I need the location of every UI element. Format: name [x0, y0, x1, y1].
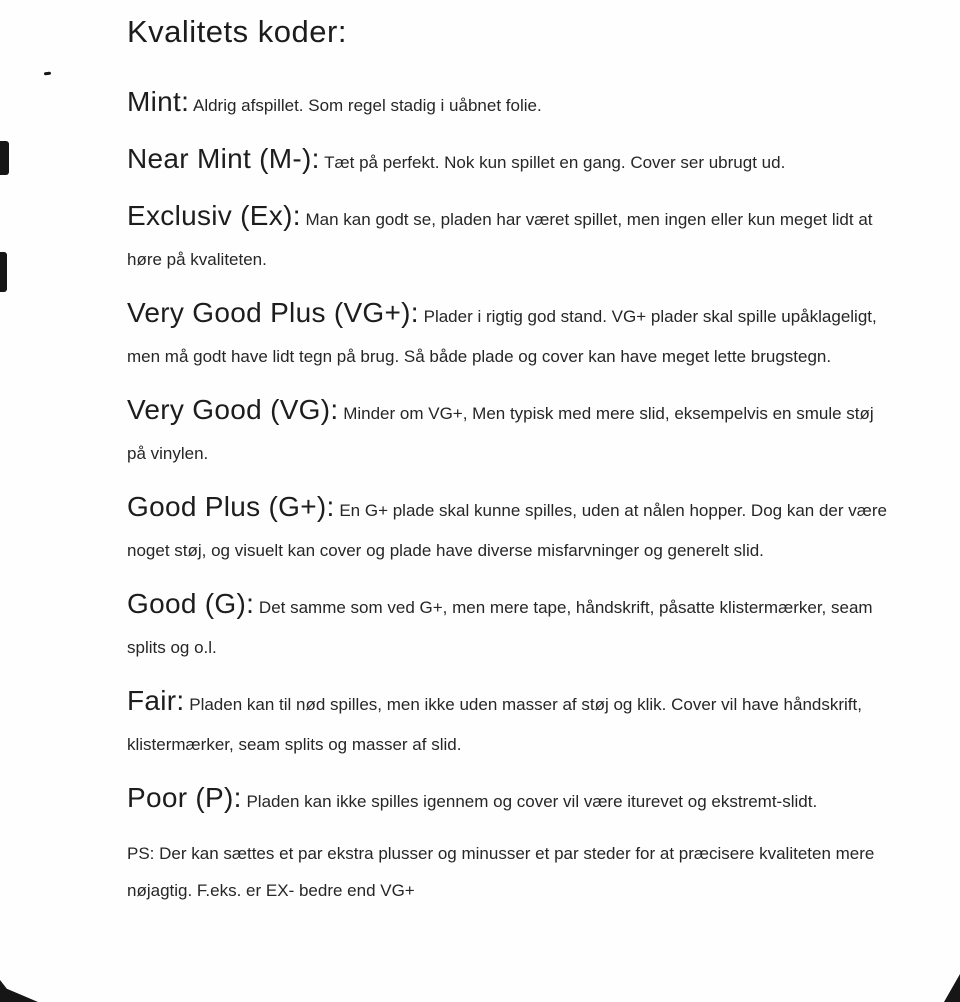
quality-definition: Aldrig afspillet. Som regel stadig i uåbnet folie.	[192, 96, 542, 115]
quality-term: Very Good Plus (VG+):	[127, 297, 419, 328]
quality-entry-mint	[127, 82, 897, 126]
quality-definition: En G+ plade skal kunne spilles, uden at nålen hopper. Dog kan der være noget støj, og visuelt kan cover og plade have diverse misfarvninger og generelt slid.	[127, 501, 887, 560]
quality-entry-near-mint	[127, 139, 897, 183]
quality-entry-exclusiv	[127, 196, 897, 280]
scan-artifact-bottom-right	[944, 974, 960, 1002]
quality-definition: Pladen kan til nød spilles, men ikke uden masser af støj og klik. Cover vil have håndskrift, klistermærker, seam splits og masser af slid.	[127, 695, 862, 754]
ps-note: PS: Der kan sættes et par ekstra plusser og minusser et par steder for at præcisere kvaliteten mere nøjagtig. F.eks. er EX- bedre end VG+	[127, 844, 875, 900]
scan-artifact-bottom-left	[0, 980, 38, 1002]
quality-definition: Minder om VG+, Men typisk med mere slid, eksempelvis en smule støj på vinylen.	[127, 404, 874, 463]
scan-artifact-left-edge-2	[0, 252, 7, 292]
quality-definition: Tæt på perfekt. Nok kun spillet en gang. Cover ser ubrugt ud.	[324, 153, 786, 172]
scan-artifact-dash	[44, 72, 51, 76]
quality-term: Exclusiv (Ex):	[127, 200, 301, 231]
quality-term: Poor (P):	[127, 782, 242, 813]
quality-entry-poor	[127, 778, 897, 822]
quality-entry-good-plus	[127, 487, 897, 571]
quality-definition: Plader i rigtig god stand. VG+ plader skal spille upåklageligt, men må godt have lidt tegn på brug. Så både plade og cover kan have meget lette brugstegn.	[127, 307, 877, 366]
quality-entry-very-good	[127, 390, 897, 474]
quality-entry-good	[127, 584, 897, 668]
quality-term: Near Mint (M-):	[127, 143, 320, 174]
quality-term: Mint:	[127, 86, 190, 117]
quality-term: Good Plus (G+):	[127, 491, 335, 522]
page-title: Kvalitets koder:	[127, 14, 347, 49]
quality-entry-very-good-plus	[127, 293, 897, 377]
quality-entry-fair	[127, 681, 897, 765]
document-content	[127, 8, 897, 909]
quality-definition: Pladen kan ikke spilles igennem og cover vil være iturevet og ekstremt-slidt.	[246, 792, 818, 811]
quality-term: Good (G):	[127, 588, 255, 619]
scan-artifact-left-edge-1	[0, 141, 9, 175]
quality-definition: Det samme som ved G+, men mere tape, håndskrift, påsatte klistermærker, seam splits og o.l.	[127, 598, 873, 657]
quality-term: Fair:	[127, 685, 185, 716]
quality-term: Very Good (VG):	[127, 394, 339, 425]
quality-definition: Man kan godt se, pladen har været spillet, men ingen eller kun meget lidt at høre på kvaliteten.	[127, 210, 873, 269]
